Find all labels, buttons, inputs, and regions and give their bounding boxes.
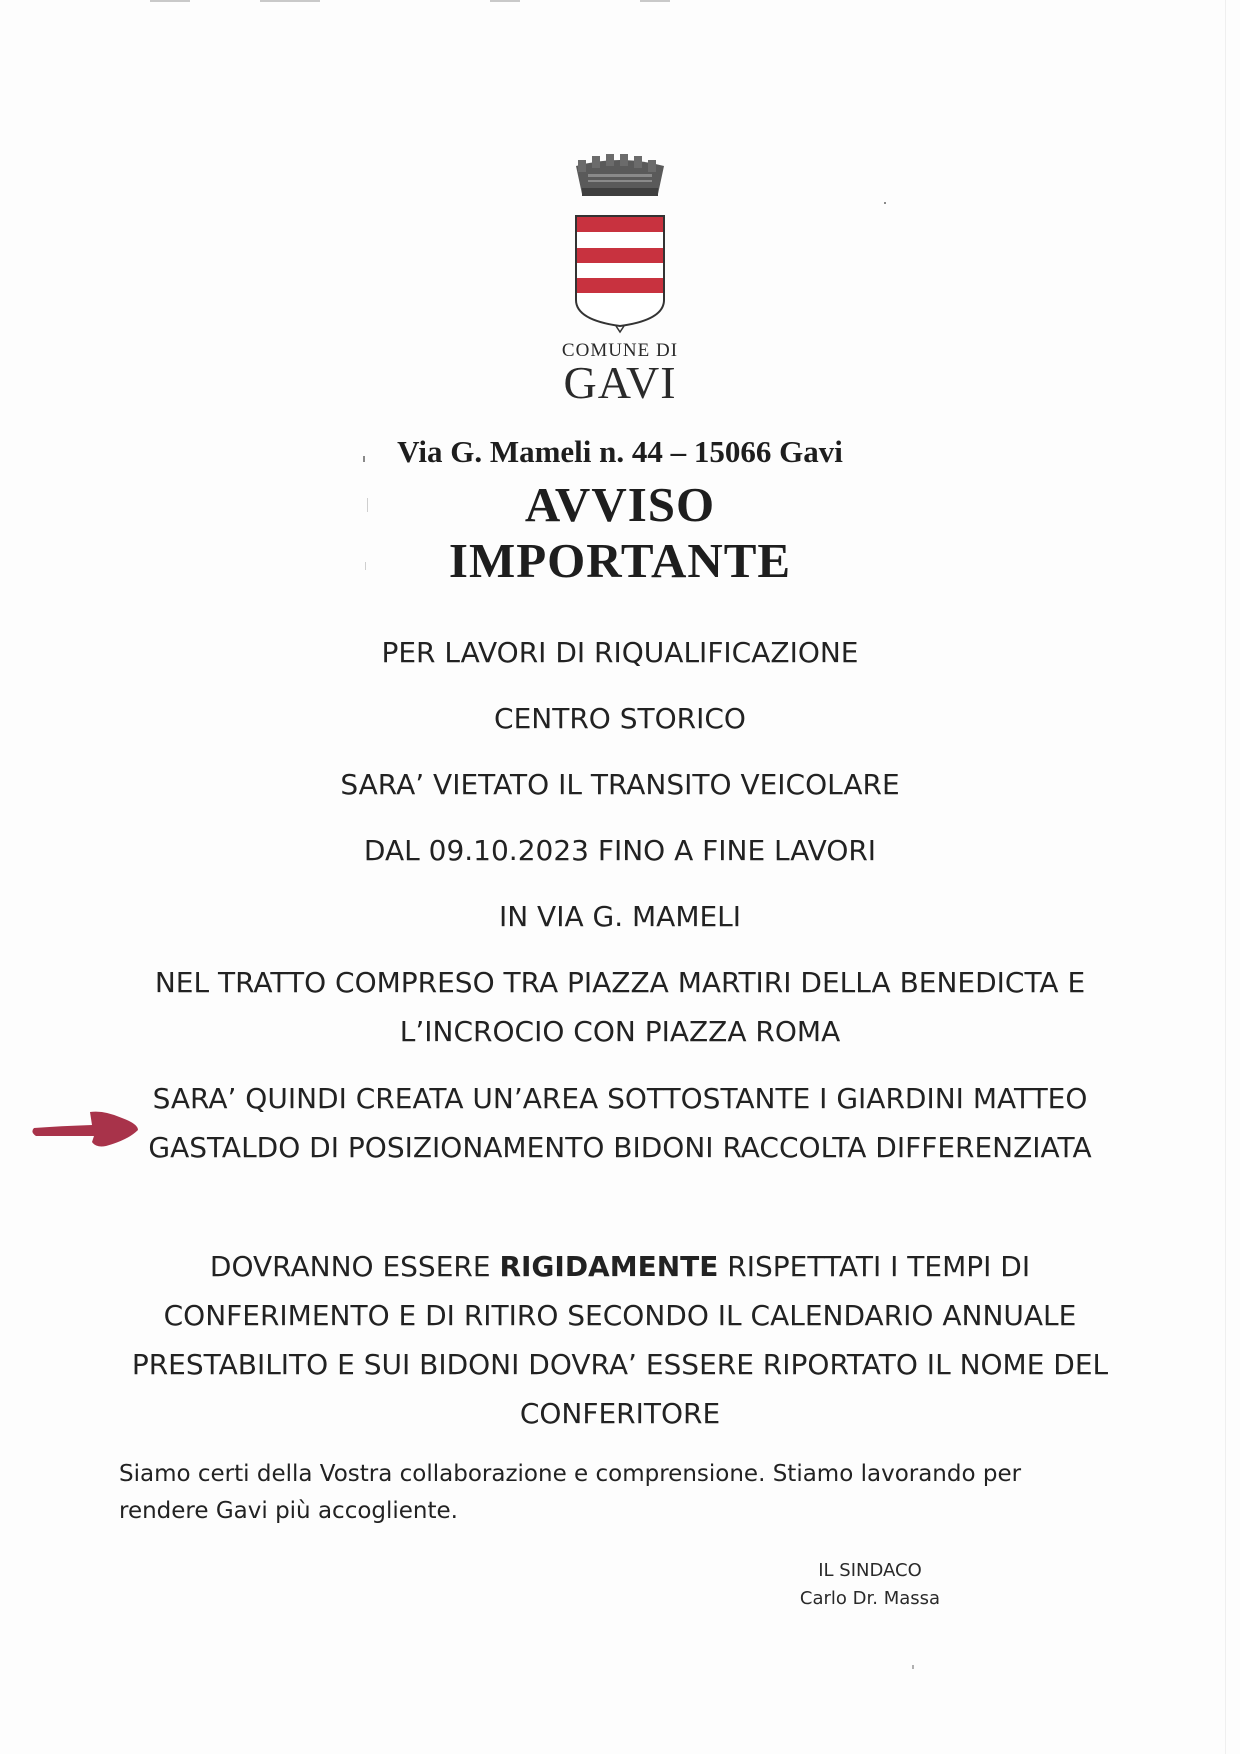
notice-paragraph: SARA’ QUINDI CREATA UN’AREA SOTTOSTANTE I GIARDINI MATTEO GASTALDO DI POSIZIONAMENTO BIDONI RACCOLTA DIFFERENZIATA	[148, 1082, 1092, 1164]
scan-artifact	[150, 0, 190, 2]
signature-name: Carlo Dr. Massa	[799, 1588, 941, 1609]
emphasis-text: RIGIDAMENTE	[499, 1250, 719, 1283]
notice-paragraph: CENTRO STORICO	[494, 702, 746, 735]
scan-artifact	[640, 0, 670, 2]
scan-edge	[1225, 0, 1226, 1754]
notice-paragraph: IN VIA G. MAMELI	[498, 900, 742, 933]
paragraph-text: DOVRANNO ESSERE	[209, 1250, 500, 1283]
notice-title-line-2: IMPORTANTE	[448, 533, 792, 588]
paragraph-text: RISPETTATI I TEMPI DI CONFERIMENTO E DI RITIRO SECONDO IL CALENDARIO ANNUALE PRESTABILITO E SUI BIDONI DOVRA’ ESSERE RIPORTATO IL NOME DEL CONFERITORE	[131, 1250, 1109, 1430]
scan-artifact	[260, 0, 320, 2]
comune-di-label: COMUNE DI	[561, 340, 679, 361]
coat-of-arms-icon	[568, 150, 672, 336]
scan-speck	[365, 562, 366, 570]
town-name: GAVI	[563, 357, 677, 408]
hand-drawn-arrow-icon	[30, 1096, 142, 1156]
scan-artifact	[490, 0, 520, 2]
notice-paragraph: NEL TRATTO COMPRESO TRA PIAZZA MARTIRI DELLA BENEDICTA E L’INCROCIO CON PIAZZA ROMA	[154, 966, 1086, 1048]
notice-paragraph: DAL 09.10.2023 FINO A FINE LAVORI	[363, 834, 877, 867]
notice-paragraph: SARA’ VIETATO IL TRANSITO VEICOLARE	[340, 768, 900, 801]
notice-title-line-1: AVVISO	[524, 477, 716, 532]
scan-speck	[912, 1665, 914, 1669]
scan-speck	[363, 456, 365, 462]
scan-speck	[884, 202, 886, 204]
scan-speck	[367, 498, 368, 512]
notice-paragraph: PER LAVORI DI RIQUALIFICAZIONE	[381, 636, 859, 669]
address: Via G. Mameli n. 44 – 15066 Gavi	[397, 434, 843, 469]
notice-paragraph	[100, 1242, 1140, 1438]
closing-text: Siamo certi della Vostra collaborazione e comprensione. Stiamo lavorando per rendere Gavi più accogliente.	[119, 1461, 1022, 1524]
signature-role: IL SINDACO	[818, 1560, 922, 1581]
